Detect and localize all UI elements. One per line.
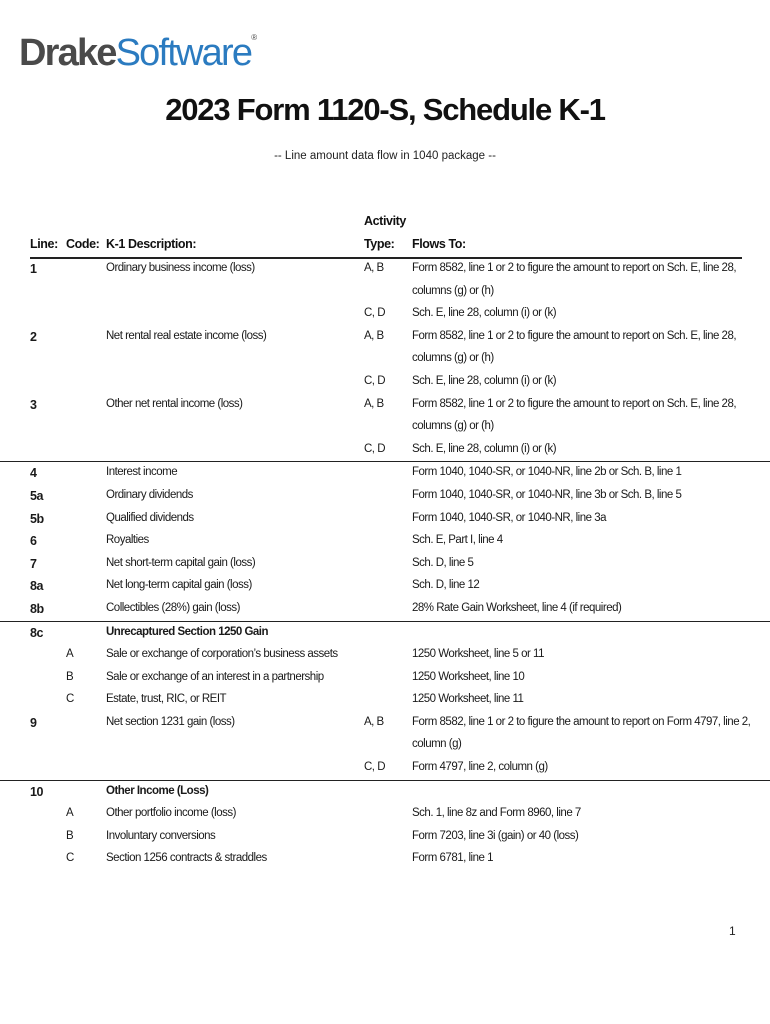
row-flows-to: Sch. D, line 12	[412, 579, 480, 592]
row-flows-to: Sch. D, line 5	[412, 556, 474, 569]
row-activity-type: A, B	[364, 262, 384, 274]
row-code: B	[66, 670, 74, 683]
row-description: Section 1256 contracts & straddles	[106, 852, 267, 865]
row-flows-to: 1250 Worksheet, line 10	[412, 670, 525, 683]
table-row	[0, 621, 770, 645]
table-row	[0, 326, 770, 349]
row-description: Ordinary business income (loss)	[106, 262, 255, 274]
row-description: Involuntary conversions	[106, 829, 216, 842]
row-flows-to: Sch. E, Part I, line 4	[412, 534, 503, 547]
row-flows-to: Form 4797, line 2, column (g)	[412, 761, 548, 774]
row-line-number: 10	[30, 784, 43, 799]
table-row	[0, 439, 770, 462]
row-line-number: 1	[30, 262, 37, 276]
header-line: Line:	[30, 237, 58, 251]
row-description: Other net rental income (loss)	[106, 397, 243, 410]
row-line-number: 6	[30, 534, 37, 549]
logo-drake: Drake	[19, 32, 116, 74]
row-description: Royalties	[106, 534, 149, 547]
row-line-number: 2	[30, 329, 37, 344]
header-type: Type:	[364, 237, 395, 251]
table-row	[0, 575, 770, 598]
document-title: 2023 Form 1120-S, Schedule K-1	[165, 92, 605, 127]
row-flows-to: Sch. E, line 28, column (i) or (k)	[412, 307, 557, 320]
row-line-number: 3	[30, 397, 37, 412]
row-flows-to: Form 8582, line 1 or 2 to figure the amount to report on Sch. E, line 28,	[412, 397, 737, 410]
row-code: B	[66, 829, 74, 842]
row-line-number: 4	[30, 466, 37, 481]
row-activity-type: C, D	[364, 442, 385, 455]
table-row	[0, 303, 770, 326]
row-flows-to: Form 1040, 1040-SR, or 1040-NR, line 3a	[412, 511, 606, 524]
document-subtitle: -- Line amount data flow in 1040 package --	[274, 150, 496, 162]
row-flows-to: Sch. 1, line 8z and Form 8960, line 7	[412, 807, 581, 820]
row-flows-to: Sch. E, line 28, column (i) or (k)	[412, 442, 557, 455]
table-row	[0, 553, 770, 576]
header-activity: Activity	[364, 214, 406, 228]
row-description: Qualified dividends	[106, 511, 194, 524]
row-description: Net rental real estate income (loss)	[106, 329, 267, 342]
row-line-number: 8c	[30, 625, 43, 640]
table-row	[0, 803, 770, 826]
row-flows-to: Form 1040, 1040-SR, or 1040-NR, line 3b or Sch. B, line 5	[412, 488, 682, 501]
table-row	[0, 780, 770, 804]
table-row	[0, 667, 770, 690]
table-row	[0, 757, 770, 780]
row-description: Estate, trust, RIC, or REIT	[106, 693, 227, 706]
table-row	[0, 826, 770, 849]
row-code: C	[66, 852, 74, 865]
row-description: Unrecaptured Section 1250 Gain	[106, 625, 269, 638]
header-description: K-1 Description:	[106, 237, 197, 251]
row-activity-type: A, B	[364, 715, 384, 728]
k1-table	[0, 258, 770, 871]
page-number: 1	[729, 924, 736, 938]
table-row	[0, 416, 770, 439]
row-description: Interest income	[106, 466, 178, 479]
row-code: A	[66, 648, 74, 661]
table-row	[0, 712, 770, 735]
row-activity-type: C, D	[364, 307, 385, 320]
row-flows-to: Form 8582, line 1 or 2 to figure the amount to report on Sch. E, line 28,	[412, 262, 737, 274]
row-activity-type: C, D	[364, 761, 385, 774]
table-row	[0, 461, 770, 485]
drake-software-logo	[19, 34, 257, 72]
row-code: A	[66, 807, 74, 820]
row-flows-to: Sch. E, line 28, column (i) or (k)	[412, 374, 557, 387]
header-flows-to: Flows To:	[412, 237, 466, 251]
row-line-number: 9	[30, 715, 37, 730]
row-description: Net section 1231 gain (loss)	[106, 715, 235, 728]
row-flows-to: columns (g) or (h)	[412, 420, 494, 433]
row-flows-to: Form 8582, line 1 or 2 to figure the amount to report on Form 4797, line 2,	[412, 715, 751, 728]
table-row	[0, 530, 770, 553]
row-line-number: 8a	[30, 579, 43, 594]
row-flows-to: Form 1040, 1040-SR, or 1040-NR, line 2b or Sch. B, line 1	[412, 466, 682, 479]
row-flows-to: 1250 Worksheet, line 11	[412, 693, 524, 706]
logo-software: Software	[115, 32, 252, 74]
header-code: Code:	[66, 237, 100, 251]
table-row	[0, 689, 770, 712]
table-row	[0, 258, 770, 281]
table-row	[0, 348, 770, 371]
table-row	[0, 485, 770, 508]
table-row	[0, 508, 770, 531]
table-row	[0, 371, 770, 394]
row-flows-to: Form 6781, line 1	[412, 852, 493, 865]
row-activity-type: A, B	[364, 397, 384, 410]
row-line-number: 8b	[30, 601, 44, 616]
logo-registered-mark: ®	[251, 33, 258, 42]
table-row	[0, 598, 770, 621]
row-flows-to: Form 8582, line 1 or 2 to figure the amount to report on Sch. E, line 28,	[412, 329, 737, 342]
table-row	[0, 734, 770, 757]
row-line-number: 5b	[30, 511, 44, 526]
row-code: C	[66, 693, 74, 706]
row-activity-type: A, B	[364, 329, 384, 342]
row-flows-to: columns (g) or (h)	[412, 284, 494, 297]
row-flows-to: column (g)	[412, 738, 462, 751]
row-description: Net short-term capital gain (loss)	[106, 556, 256, 569]
row-flows-to: columns (g) or (h)	[412, 352, 494, 365]
table-row	[0, 848, 770, 871]
row-line-number: 5a	[30, 488, 43, 503]
row-description: Sale or exchange of an interest in a partnership	[106, 670, 324, 683]
row-line-number: 7	[30, 556, 37, 571]
row-description: Ordinary dividends	[106, 488, 193, 501]
row-flows-to: 1250 Worksheet, line 5 or 11	[412, 648, 544, 661]
row-activity-type: C, D	[364, 374, 385, 387]
row-flows-to: 28% Rate Gain Worksheet, line 4 (if required)	[412, 601, 622, 614]
row-description: Other portfolio income (loss)	[106, 807, 236, 820]
table-row	[0, 394, 770, 417]
row-description: Net long-term capital gain (loss)	[106, 579, 252, 592]
table-row	[0, 281, 770, 304]
row-flows-to: Form 7203, line 3i (gain) or 40 (loss)	[412, 829, 579, 842]
table-row	[0, 644, 770, 667]
row-description: Sale or exchange of corporation’s business assets	[106, 648, 338, 661]
row-description: Collectibles (28%) gain (loss)	[106, 601, 240, 614]
row-description: Other Income (Loss)	[106, 784, 209, 797]
